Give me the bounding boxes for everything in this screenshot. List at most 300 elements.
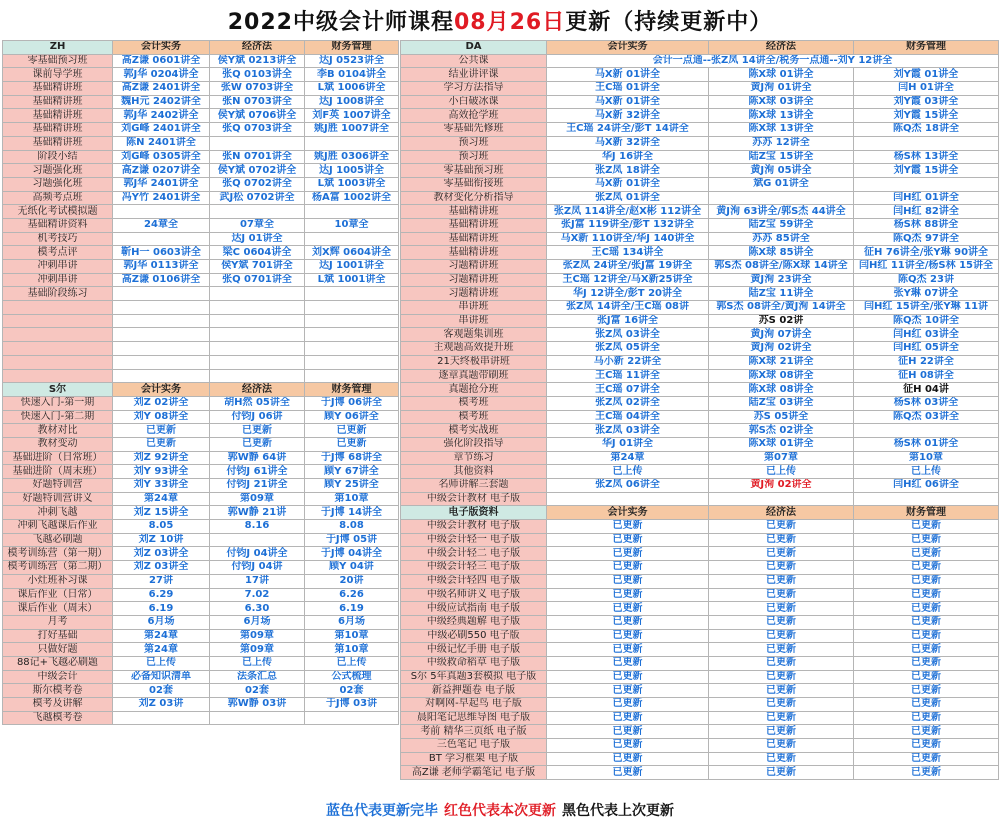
table-row: [401, 766, 999, 780]
row-label: 基础精讲班: [3, 95, 113, 109]
table-cell: 杨S林 13讲全: [854, 150, 999, 164]
table-cell: 高Z谦 2401讲全: [113, 82, 210, 96]
table-cell: [113, 287, 210, 301]
table-cell: 已更新: [709, 752, 854, 766]
table-cell: 02套: [305, 684, 399, 698]
table-cell: 已上传: [305, 656, 399, 670]
row-label: 高Z谦 老师学霸笔记 电子版: [401, 766, 547, 780]
table-cell: 已更新: [113, 437, 210, 451]
table-cell: 已更新: [547, 766, 709, 780]
table-row: [3, 136, 399, 150]
table-row: [3, 711, 399, 725]
row-label: 其他资料: [401, 465, 547, 479]
table-cell: 陈X球 85讲全: [709, 246, 854, 260]
table-row: [401, 260, 999, 274]
table-cell: 已更新: [547, 520, 709, 534]
table-cell: 已更新: [305, 437, 399, 451]
table-cell: 张Z凤 05讲全: [547, 342, 709, 356]
table-cell: 华J 12讲全/彭T 20讲全: [547, 287, 709, 301]
table-row: [3, 670, 399, 684]
table-cell: [305, 301, 399, 315]
table-cell: 郭S杰 02讲全: [709, 424, 854, 438]
table-cell: 07章全: [210, 218, 305, 232]
table-row: [3, 615, 399, 629]
table-row: [401, 588, 999, 602]
table-cell: 第09章: [210, 492, 305, 506]
table-cell: 张Y琳 07讲全: [854, 287, 999, 301]
row-label: 无纸化考试模拟题: [3, 205, 113, 219]
table-row: [3, 342, 399, 356]
table-cell: 杨A富 1002讲全: [305, 191, 399, 205]
column-header: 经济法: [709, 506, 854, 520]
row-label: 基础精讲资料: [3, 218, 113, 232]
row-label: 结业讲评课: [401, 68, 547, 82]
row-label: 只做好题: [3, 643, 113, 657]
table-cell: 已上传: [854, 465, 999, 479]
row-label: 中级必刷550 电子版: [401, 629, 547, 643]
table-cell: 02套: [210, 684, 305, 698]
table-cell: 8.05: [113, 520, 210, 534]
table-cell: 马X新 32讲全: [547, 136, 709, 150]
row-label: 名师讲解三套题: [401, 479, 547, 493]
table-row: [401, 561, 999, 575]
table-cell: 达J 01讲全: [210, 232, 305, 246]
table-cell: 张W 0703讲全: [210, 82, 305, 96]
table-cell: 胡H然 05讲全: [210, 396, 305, 410]
table-cell: 6月场: [305, 615, 399, 629]
row-label: 小灶班补习课: [3, 574, 113, 588]
row-label: 中级经典题解 电子版: [401, 615, 547, 629]
column-header: 财务管理: [854, 506, 999, 520]
table-row: [401, 177, 999, 191]
table-cell: 征H 76讲全/张Y琳 90讲全: [854, 246, 999, 260]
table-row: [3, 109, 399, 123]
table-cell: 刘Z 03讲全: [113, 547, 210, 561]
row-label: 预习班: [401, 150, 547, 164]
table-cell: 魏H元 2402讲全: [113, 95, 210, 109]
table-cell: 已更新: [709, 520, 854, 534]
table-cell: 侯Y斌 0702讲全: [210, 164, 305, 178]
table-cell: 已更新: [547, 615, 709, 629]
table-cell: 陈Q杰 23讲: [854, 273, 999, 287]
row-label: 零基础衔接班: [401, 177, 547, 191]
table-cell: [305, 355, 399, 369]
table-row: [3, 369, 399, 383]
table-cell: 达J 1005讲全: [305, 164, 399, 178]
table-cell: 苏苏 12讲全: [709, 136, 854, 150]
table-row: [401, 629, 999, 643]
table-cell: 已更新: [854, 752, 999, 766]
table-cell: 侯Y斌 0706讲全: [210, 109, 305, 123]
table-cell: 王C瑶 24讲全/彭T 14讲全: [547, 123, 709, 137]
column-header: 经济法: [210, 383, 305, 397]
table-row: [401, 342, 999, 356]
table-cell: L斌 1003讲全: [305, 177, 399, 191]
table-cell: [113, 342, 210, 356]
table-cell: 刘Z 92讲全: [113, 451, 210, 465]
table-cell: 8.08: [305, 520, 399, 534]
table-cell: 已更新: [854, 561, 999, 575]
table-cell: 已更新: [547, 684, 709, 698]
table-cell: 马X新 32讲全: [547, 109, 709, 123]
section-name: 电子版资料: [401, 506, 547, 520]
table-cell: 顾Y 67讲全: [305, 465, 399, 479]
table-cell: 陈X球 13讲全: [709, 109, 854, 123]
table-cell: 已更新: [547, 643, 709, 657]
table-cell: 已更新: [709, 698, 854, 712]
table-row: [401, 465, 999, 479]
table-cell: 马小新 22讲全: [547, 355, 709, 369]
row-label: BT 学习框架 电子版: [401, 752, 547, 766]
table-cell: 第09章: [210, 643, 305, 657]
table-row: [401, 437, 999, 451]
table-cell: 于J博 68讲全: [305, 451, 399, 465]
table-cell: [854, 136, 999, 150]
row-label: 中级救命稻草 电子版: [401, 656, 547, 670]
table-cell: [113, 232, 210, 246]
table-cell: 郭S杰 08讲全/陈X球 14讲全: [709, 260, 854, 274]
table-row: [3, 698, 399, 712]
table-cell: 陈X球 08讲全: [709, 383, 854, 397]
table-cell: [305, 287, 399, 301]
table-row: [3, 205, 399, 219]
table-row: [401, 396, 999, 410]
table-cell: 已更新: [547, 670, 709, 684]
table-cell: 已更新: [547, 602, 709, 616]
table-row: [3, 314, 399, 328]
table-cell: 已更新: [709, 574, 854, 588]
table-cell: 已更新: [709, 533, 854, 547]
column-header: 财务管理: [305, 383, 399, 397]
table-cell: 已更新: [709, 725, 854, 739]
table-row: [401, 205, 999, 219]
table-cell: [305, 205, 399, 219]
table-cell: 张J富 119讲全/彭T 132讲全: [547, 218, 709, 232]
table-cell: 高Z谦 0106讲全: [113, 273, 210, 287]
table-cell: 第10章: [305, 643, 399, 657]
row-label: 月考: [3, 615, 113, 629]
legend-black: 黑色代表上次更新: [562, 803, 674, 819]
table-row: [3, 424, 399, 438]
table-cell: 已更新: [709, 739, 854, 753]
legend-blue: 蓝色代表更新完毕: [326, 803, 438, 819]
table-cell: 已上传: [113, 656, 210, 670]
table-cell: 苏S 05讲全: [709, 410, 854, 424]
table-row: [3, 520, 399, 534]
table-row: [3, 54, 399, 68]
table-cell: 法条汇总: [210, 670, 305, 684]
section-header-row: [3, 383, 399, 397]
table-cell: 已更新: [547, 739, 709, 753]
table-cell: 7.02: [210, 588, 305, 602]
row-label: 模考训练营（第二期）: [3, 561, 113, 575]
table-cell: 第07章: [709, 451, 854, 465]
table-cell: 已更新: [709, 561, 854, 575]
table-row: [3, 506, 399, 520]
row-label: 主观题高效提升班: [401, 342, 547, 356]
table-cell: [305, 711, 399, 725]
table-cell: 达J 1008讲全: [305, 95, 399, 109]
table-row: [3, 164, 399, 178]
row-label: 新益押题卷 电子版: [401, 684, 547, 698]
row-label: 课前导学班: [3, 68, 113, 82]
table-row: [401, 314, 999, 328]
table-row: [401, 574, 999, 588]
table-cell: 已更新: [854, 684, 999, 698]
table-cell: 付钧J 04讲: [210, 561, 305, 575]
row-label: 串讲班: [401, 301, 547, 315]
table-cell: 刘Y霞 15讲全: [854, 164, 999, 178]
table-cell: 已更新: [547, 561, 709, 575]
table-cell: 刘Z 10讲: [113, 533, 210, 547]
row-label: 强化阶段指导: [401, 437, 547, 451]
row-label: 中级会计轻三 电子版: [401, 561, 547, 575]
table-cell: 已更新: [854, 588, 999, 602]
color-legend: [0, 796, 1000, 824]
table-row: [401, 301, 999, 315]
table-cell: 张Q 0702讲全: [210, 177, 305, 191]
table-cell: 王C瑶 01讲全: [547, 82, 709, 96]
row-label: 习题精讲班: [401, 260, 547, 274]
table-cell: 第09章: [210, 629, 305, 643]
table-row: [401, 82, 999, 96]
table-row: [401, 232, 999, 246]
table-row: [401, 725, 999, 739]
column-header: 财务管理: [854, 41, 999, 55]
table-cell: 6月场: [113, 615, 210, 629]
table-row: [3, 643, 399, 657]
table-cell: 6.26: [305, 588, 399, 602]
table-cell: [305, 232, 399, 246]
table-cell: 马X新 110讲全/华J 140讲全: [547, 232, 709, 246]
section-name: S尔: [3, 383, 113, 397]
table-row: [3, 177, 399, 191]
table-cell: 靳H一 0603讲全: [113, 246, 210, 260]
table-cell: [709, 191, 854, 205]
row-label: 模考实战班: [401, 424, 547, 438]
table-cell: 黄J洵 23讲全: [709, 273, 854, 287]
table-cell: 黄J洵 01讲全: [709, 82, 854, 96]
table-row: [401, 492, 999, 506]
row-label: 三色笔记 电子版: [401, 739, 547, 753]
table-cell: 于J博 14讲全: [305, 506, 399, 520]
table-cell: 梁C 0604讲全: [210, 246, 305, 260]
table-cell: 闫H红 05讲全: [854, 342, 999, 356]
row-label: 中级应试指南 电子版: [401, 602, 547, 616]
section-header-row: [401, 506, 999, 520]
row-label: 中级记忆手册 电子版: [401, 643, 547, 657]
section-header-row: [3, 41, 399, 55]
table-cell: [305, 342, 399, 356]
table-cell: [709, 492, 854, 506]
section-header-row: [401, 41, 999, 55]
table-cell: 王C瑶 134讲全: [547, 246, 709, 260]
table-cell: 02套: [113, 684, 210, 698]
table-cell: 已更新: [854, 698, 999, 712]
table-row: [3, 273, 399, 287]
table-cell: 杨S林 03讲全: [854, 396, 999, 410]
table-cell: 顾Y 25讲全: [305, 479, 399, 493]
table-cell: 已更新: [210, 424, 305, 438]
table-cell: 陈X球 21讲全: [709, 355, 854, 369]
table-row: [401, 752, 999, 766]
row-label: 预习班: [401, 136, 547, 150]
table-cell: 张Z凤 14讲全/王C瑶 08讲: [547, 301, 709, 315]
table-cell: 已更新: [854, 547, 999, 561]
table-row: [3, 561, 399, 575]
row-label: 冲刺串讲: [3, 260, 113, 274]
table-row: [401, 164, 999, 178]
table-cell: [113, 205, 210, 219]
table-cell: 黄J洵 02讲全: [709, 342, 854, 356]
table-cell: [210, 342, 305, 356]
table-cell: [305, 136, 399, 150]
table-cell: 刘Z 03讲全: [113, 561, 210, 575]
row-label: 打好基础: [3, 629, 113, 643]
table-cell: 王C瑶 12讲全/马X新25讲全: [547, 273, 709, 287]
row-label: 学习方法指导: [401, 82, 547, 96]
table-cell: 第24章: [113, 643, 210, 657]
table-cell: 陆Z宝 03讲全: [709, 396, 854, 410]
row-label: S尔 5年真题3套模拟 电子版: [401, 670, 547, 684]
table-cell: 付钧J 61讲全: [210, 465, 305, 479]
page-title: [0, 0, 1000, 40]
table-cell: 刘Z 15讲全: [113, 506, 210, 520]
table-cell: 张Z凤 24讲全/张J富 19讲全: [547, 260, 709, 274]
table-cell: 已更新: [854, 615, 999, 629]
table-cell: 已更新: [547, 629, 709, 643]
table-cell: [113, 301, 210, 315]
table-cell: 已更新: [547, 656, 709, 670]
table-cell: 已更新: [210, 437, 305, 451]
row-label: 串讲班: [401, 314, 547, 328]
table-cell: 已更新: [709, 711, 854, 725]
title-prefix: 2022中级会计师课程: [227, 9, 454, 35]
table-row: [401, 109, 999, 123]
row-label: 中级会计教材 电子版: [401, 492, 547, 506]
table-cell: [210, 711, 305, 725]
table-cell: 达J 0523讲全: [305, 54, 399, 68]
table-cell: 达J 1001讲全: [305, 260, 399, 274]
table-cell: 郭J华 0204讲全: [113, 68, 210, 82]
row-label: 中级会计轻四 电子版: [401, 574, 547, 588]
column-header: 经济法: [210, 41, 305, 55]
table-row: [401, 191, 999, 205]
table-cell: 公式梳理: [305, 670, 399, 684]
table-row: [401, 684, 999, 698]
row-label: 高效抢学班: [401, 109, 547, 123]
table-cell: 陈Q杰 10讲全: [854, 314, 999, 328]
table-cell: 于J博 03讲: [305, 698, 399, 712]
table-row: [3, 232, 399, 246]
legend-red: 红色代表本次更新: [444, 803, 556, 819]
row-label: 中级名师讲义 电子版: [401, 588, 547, 602]
table-row: [3, 328, 399, 342]
row-label: 基础精讲班: [3, 82, 113, 96]
table-cell: [210, 369, 305, 383]
table-cell: 已更新: [854, 670, 999, 684]
table-row: [401, 287, 999, 301]
row-label: [3, 369, 113, 383]
table-cell: 闫H红 01讲全: [854, 191, 999, 205]
table-cell: 郭W静 64讲: [210, 451, 305, 465]
table-cell: 第10章: [854, 451, 999, 465]
table-row: [401, 150, 999, 164]
table-cell: [113, 328, 210, 342]
table-row: [401, 68, 999, 82]
table-row: [401, 273, 999, 287]
table-row: [3, 301, 399, 315]
row-label: 好题特训营讲义: [3, 492, 113, 506]
table-cell: 27讲: [113, 574, 210, 588]
table-cell: 已更新: [709, 670, 854, 684]
table-row: [3, 533, 399, 547]
row-label: 章节练习: [401, 451, 547, 465]
table-cell: 高Z谦 0601讲全: [113, 54, 210, 68]
table-cell: 第24章: [547, 451, 709, 465]
table-cell: 第24章: [113, 492, 210, 506]
table-cell: 已上传: [547, 465, 709, 479]
table-cell: 闫H红 06讲全: [854, 479, 999, 493]
table-cell: 郭J华 2401讲全: [113, 177, 210, 191]
right-course-table: [400, 40, 999, 780]
table-cell: 已更新: [547, 711, 709, 725]
table-cell: 张Z凤 06讲全: [547, 479, 709, 493]
table-cell: [305, 314, 399, 328]
table-cell: 已更新: [854, 629, 999, 643]
row-label: 教材变动: [3, 437, 113, 451]
table-cell: 刘Y霞 01讲全: [854, 68, 999, 82]
table-cell: 6月场: [210, 615, 305, 629]
row-label: 晨阳笔记思维导图 电子版: [401, 711, 547, 725]
table-cell: [210, 136, 305, 150]
table-cell: 已更新: [709, 602, 854, 616]
table-cell: 已更新: [854, 766, 999, 780]
table-cell: 杨S林 88讲全: [854, 218, 999, 232]
table-cell: 征H 22讲全: [854, 355, 999, 369]
table-cell: 陈Q杰 18讲全: [854, 123, 999, 137]
table-row: [401, 643, 999, 657]
table-row: [3, 191, 399, 205]
table-cell: L斌 1001讲全: [305, 273, 399, 287]
table-row: [3, 95, 399, 109]
table-row: [3, 588, 399, 602]
table-row: [401, 355, 999, 369]
row-label: 基础进阶（周末班）: [3, 465, 113, 479]
table-cell: [854, 424, 999, 438]
table-row: [3, 396, 399, 410]
table-cell: 闫H红 03讲全: [854, 328, 999, 342]
table-cell: 已更新: [547, 725, 709, 739]
row-label: 基础精讲班: [401, 246, 547, 260]
section-name: ZH: [3, 41, 113, 55]
table-row: [401, 246, 999, 260]
table-row: [3, 246, 399, 260]
table-cell: 张Q 0703讲全: [210, 123, 305, 137]
table-cell: [113, 355, 210, 369]
table-cell: 已更新: [709, 656, 854, 670]
table-cell: 已更新: [854, 725, 999, 739]
table-row: [401, 698, 999, 712]
table-cell: 张Z凤 18讲全: [547, 164, 709, 178]
table-cell: 马X新 01讲全: [547, 95, 709, 109]
title-date: 08月26日: [453, 9, 566, 35]
column-header: 经济法: [709, 41, 854, 55]
table-row: [401, 547, 999, 561]
table-cell: 武J松 0702讲全: [210, 191, 305, 205]
table-cell: [210, 533, 305, 547]
column-header: 会计实务: [547, 41, 709, 55]
